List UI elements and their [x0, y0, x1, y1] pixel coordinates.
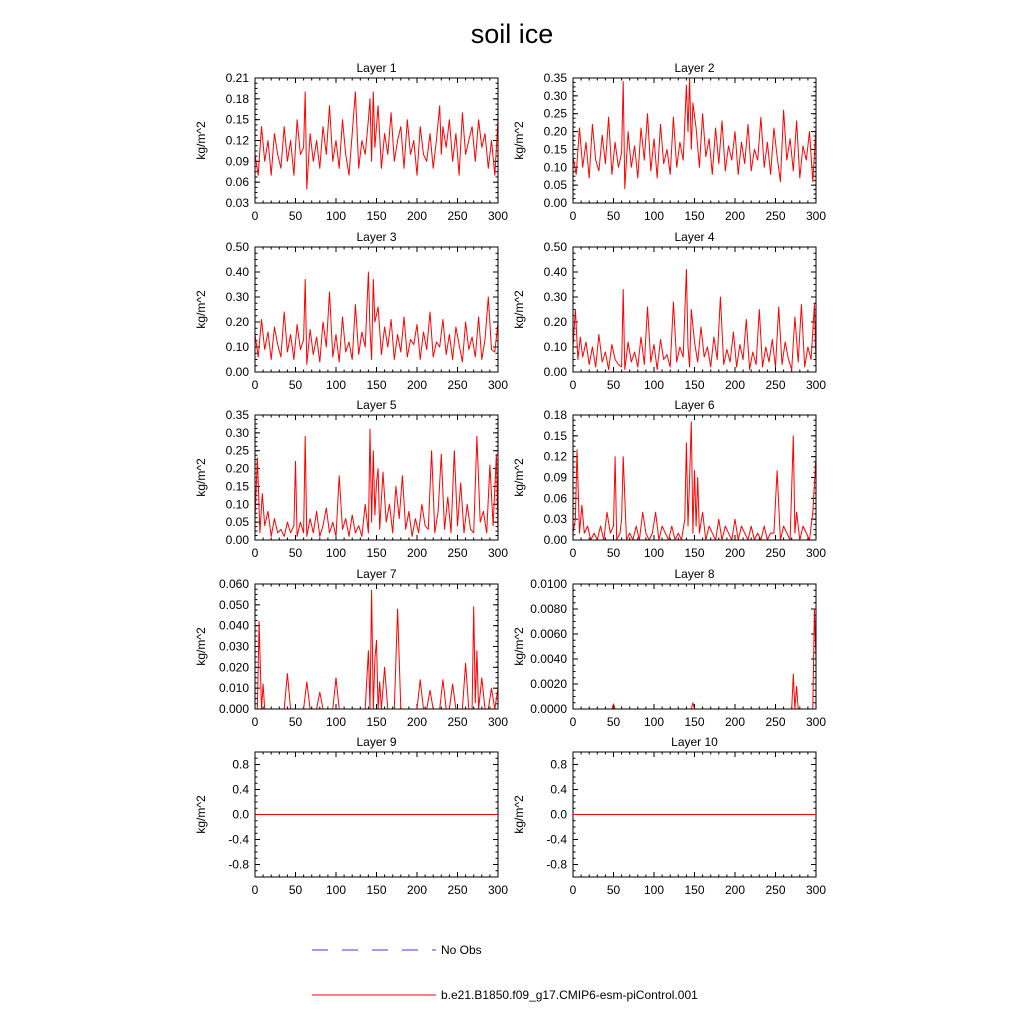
- panel-10: [512, 735, 826, 897]
- x-tick-label: 100: [325, 209, 347, 223]
- x-tick-label: 300: [805, 883, 827, 897]
- y-tick-label: 0.0020: [530, 677, 567, 691]
- x-tick-label: 0: [569, 546, 577, 560]
- plot-frame: [255, 78, 498, 203]
- x-tick-label: 100: [643, 209, 665, 223]
- x-tick-label: 250: [447, 378, 468, 392]
- y-tick-label: 0.030: [218, 639, 249, 654]
- figure-title: soil ice: [470, 19, 554, 49]
- y-tick-label: 0.12: [543, 449, 567, 464]
- x-tick-label: 150: [684, 715, 705, 729]
- x-tick-label: 50: [288, 209, 303, 223]
- x-tick-label: 100: [643, 546, 665, 560]
- y-tick-label: 0.03: [543, 512, 567, 527]
- y-tick-label: 0.00: [543, 365, 567, 379]
- x-tick-label: 300: [487, 546, 509, 560]
- plot-frame: [255, 415, 498, 540]
- x-tick-label: 150: [684, 546, 705, 560]
- x-tick-label: 250: [447, 715, 468, 729]
- y-tick-label: 0.25: [543, 106, 567, 121]
- y-tick-label: 0.10: [225, 340, 249, 354]
- y-tick-label: 0.15: [225, 112, 249, 127]
- y-tick-label: 0.12: [225, 133, 249, 148]
- y-tick-label: -0.4: [228, 832, 249, 847]
- plot-frame: [255, 247, 498, 372]
- y-tick-label: 0.040: [218, 618, 249, 633]
- panel-3: [194, 230, 508, 392]
- plot-frame: [573, 247, 816, 372]
- series-line: [573, 609, 816, 709]
- x-tick-label: 150: [684, 378, 705, 392]
- y-tick-label: 0.40: [225, 265, 249, 279]
- panel-4: [512, 230, 826, 392]
- legend-label-1: No Obs: [441, 943, 482, 957]
- x-tick-label: 200: [724, 715, 746, 729]
- series-line: [255, 92, 498, 189]
- y-tick-label: 0.0: [550, 807, 567, 822]
- y-tick-label: 0.30: [225, 425, 249, 440]
- x-tick-label: 250: [447, 209, 468, 223]
- panel-title: Layer 10: [671, 735, 718, 749]
- x-tick-label: 200: [406, 209, 428, 223]
- y-axis-label: kg/m^2: [194, 458, 208, 497]
- y-tick-label: 0.15: [543, 142, 567, 157]
- x-tick-label: 100: [325, 546, 347, 560]
- y-tick-label: 0.00: [225, 365, 249, 379]
- x-tick-label: 150: [366, 209, 387, 223]
- series-line: [573, 78, 816, 189]
- y-tick-label: 0.8: [550, 757, 567, 772]
- x-tick-label: 300: [487, 883, 509, 897]
- x-tick-label: 200: [724, 209, 746, 223]
- x-tick-label: 100: [643, 883, 665, 897]
- y-tick-label: 0.25: [225, 443, 249, 458]
- y-tick-label: 0.35: [225, 408, 249, 422]
- series-line: [255, 272, 498, 365]
- x-tick-label: 250: [765, 209, 786, 223]
- y-tick-label: 0.20: [543, 124, 567, 139]
- y-tick-label: 0.0080: [530, 602, 567, 616]
- y-tick-label: 0.50: [543, 240, 567, 254]
- x-tick-label: 150: [684, 209, 705, 223]
- x-tick-label: 200: [406, 715, 428, 729]
- panel-7: [194, 567, 508, 729]
- panel-5: [194, 398, 508, 560]
- x-tick-label: 200: [406, 883, 428, 897]
- x-tick-label: 100: [643, 378, 665, 392]
- y-tick-label: 0.4: [232, 782, 249, 797]
- x-tick-label: 50: [288, 715, 303, 729]
- y-tick-label: 0.30: [225, 290, 249, 304]
- y-tick-label: 0.03: [225, 196, 249, 210]
- series-line: [255, 590, 498, 709]
- panel-6: [512, 398, 826, 560]
- x-tick-label: 100: [325, 378, 347, 392]
- y-axis-label: kg/m^2: [512, 458, 526, 497]
- panel-title: Layer 7: [356, 567, 397, 581]
- y-tick-label: 0.10: [225, 497, 249, 512]
- y-tick-label: 0.060: [218, 577, 249, 591]
- x-tick-label: 300: [487, 378, 509, 392]
- y-tick-label: 0.06: [225, 175, 249, 190]
- y-tick-label: 0.06: [543, 491, 567, 506]
- y-tick-label: -0.8: [228, 857, 249, 872]
- y-axis-label: kg/m^2: [512, 121, 526, 160]
- x-tick-label: 200: [724, 378, 746, 392]
- y-tick-label: 0.0040: [530, 652, 567, 666]
- y-axis-label: kg/m^2: [194, 627, 208, 666]
- x-tick-label: 50: [606, 546, 621, 560]
- x-tick-label: 200: [724, 883, 746, 897]
- x-tick-label: 250: [447, 883, 468, 897]
- x-tick-label: 0: [569, 209, 577, 223]
- x-tick-label: 150: [684, 883, 705, 897]
- panel-9: [194, 735, 508, 897]
- x-tick-label: 0: [569, 715, 577, 729]
- y-tick-label: 0.35: [543, 71, 567, 85]
- y-axis-label: kg/m^2: [512, 795, 526, 834]
- x-tick-label: 300: [805, 378, 827, 392]
- y-tick-label: 0.15: [225, 479, 249, 494]
- x-tick-label: 250: [765, 715, 786, 729]
- x-tick-label: 50: [288, 378, 303, 392]
- x-tick-label: 0: [569, 883, 577, 897]
- x-tick-label: 150: [366, 883, 387, 897]
- y-axis-label: kg/m^2: [194, 290, 208, 329]
- chart-panels: [194, 61, 826, 897]
- y-tick-label: 0.010: [218, 681, 249, 696]
- x-tick-label: 50: [606, 883, 621, 897]
- x-tick-label: 0: [251, 378, 259, 392]
- panel-title: Layer 2: [674, 61, 715, 75]
- plot-frame: [573, 584, 816, 709]
- y-tick-label: 0.21: [225, 71, 249, 85]
- x-tick-label: 150: [366, 546, 387, 560]
- y-tick-label: 0.30: [543, 290, 567, 304]
- y-tick-label: 0.30: [543, 88, 567, 103]
- x-tick-label: 50: [606, 378, 621, 392]
- x-tick-label: 250: [765, 546, 786, 560]
- x-tick-label: 300: [805, 546, 827, 560]
- x-tick-label: 300: [487, 715, 509, 729]
- panel-title: Layer 5: [356, 398, 397, 412]
- y-tick-label: 0.18: [543, 408, 567, 422]
- panel-title: Layer 9: [356, 735, 397, 749]
- y-tick-label: 0.0100: [530, 577, 567, 591]
- y-tick-label: 0.00: [225, 533, 249, 547]
- x-tick-label: 50: [288, 883, 303, 897]
- x-tick-label: 300: [805, 715, 827, 729]
- y-tick-label: 0.05: [543, 178, 567, 193]
- y-tick-label: 0.20: [543, 315, 567, 329]
- x-tick-label: 250: [765, 378, 786, 392]
- x-tick-label: 50: [606, 209, 621, 223]
- y-tick-label: -0.4: [546, 832, 567, 847]
- y-tick-label: 0.00: [543, 533, 567, 547]
- y-tick-label: 0.00: [543, 196, 567, 210]
- x-tick-label: 150: [366, 715, 387, 729]
- y-tick-label: 0.0060: [530, 627, 567, 641]
- y-tick-label: 0.4: [550, 782, 567, 797]
- y-axis-label: kg/m^2: [512, 290, 526, 329]
- x-tick-label: 0: [569, 378, 577, 392]
- y-tick-label: 0.05: [225, 515, 249, 530]
- y-tick-label: 0.20: [225, 315, 249, 329]
- panel-title: Layer 4: [674, 230, 715, 244]
- panel-2: [512, 61, 826, 223]
- y-tick-label: 0.0000: [530, 702, 567, 716]
- y-tick-label: 0.0: [232, 807, 249, 822]
- y-tick-label: 0.050: [218, 597, 249, 612]
- x-tick-label: 0: [251, 883, 259, 897]
- x-tick-label: 50: [606, 715, 621, 729]
- y-tick-label: 0.09: [225, 154, 249, 169]
- y-tick-label: 0.000: [218, 702, 249, 716]
- panel-1: [194, 61, 508, 223]
- y-tick-label: 0.50: [225, 240, 249, 254]
- x-tick-label: 200: [406, 378, 428, 392]
- x-tick-label: 250: [447, 546, 468, 560]
- y-tick-label: -0.8: [546, 857, 567, 872]
- y-tick-label: 0.020: [218, 660, 249, 675]
- x-tick-label: 200: [406, 546, 428, 560]
- y-axis-label: kg/m^2: [194, 795, 208, 834]
- x-tick-label: 0: [251, 546, 259, 560]
- panel-title: Layer 8: [674, 567, 715, 581]
- x-tick-label: 100: [643, 715, 665, 729]
- y-tick-label: 0.20: [225, 461, 249, 476]
- x-tick-label: 50: [288, 546, 303, 560]
- series-line: [573, 270, 816, 370]
- y-tick-label: 0.10: [543, 160, 567, 175]
- legend: [312, 943, 698, 1002]
- x-tick-label: 200: [724, 546, 746, 560]
- y-tick-label: 0.15: [543, 428, 567, 443]
- panel-title: Layer 6: [674, 398, 715, 412]
- series-line: [255, 429, 498, 536]
- y-tick-label: 0.09: [543, 470, 567, 485]
- x-tick-label: 0: [251, 209, 259, 223]
- y-tick-label: 0.8: [232, 757, 249, 772]
- x-tick-label: 250: [765, 883, 786, 897]
- series-line: [573, 422, 816, 540]
- legend-label-2: b.e21.B1850.f09_g17.CMIP6-esm-piControl.001: [441, 988, 698, 1002]
- x-tick-label: 100: [325, 883, 347, 897]
- panel-title: Layer 3: [356, 230, 397, 244]
- x-tick-label: 150: [366, 378, 387, 392]
- x-tick-label: 300: [487, 209, 509, 223]
- y-tick-label: 0.40: [543, 265, 567, 279]
- panel-8: [512, 567, 826, 729]
- y-tick-label: 0.18: [225, 91, 249, 106]
- x-tick-label: 300: [805, 209, 827, 223]
- panel-title: Layer 1: [356, 61, 397, 75]
- y-axis-label: kg/m^2: [512, 627, 526, 666]
- x-tick-label: 100: [325, 715, 347, 729]
- x-tick-label: 0: [251, 715, 259, 729]
- y-axis-label: kg/m^2: [194, 121, 208, 160]
- y-tick-label: 0.10: [543, 340, 567, 354]
